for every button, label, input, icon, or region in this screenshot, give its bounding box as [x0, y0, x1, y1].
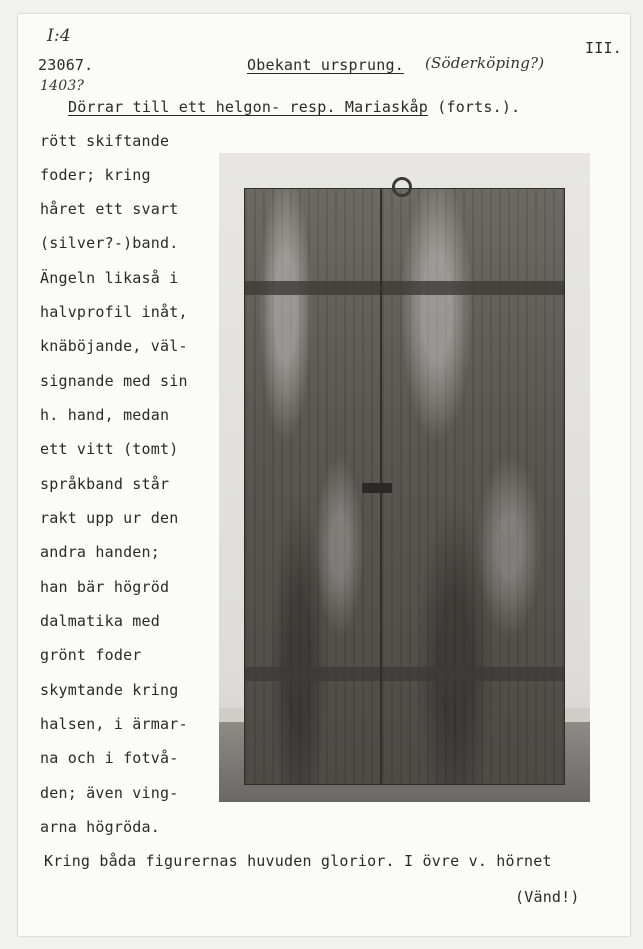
body-line: rakt upp ur den	[40, 509, 179, 527]
catalog-mark: I:4	[47, 26, 71, 46]
card-title-suffix: (forts.).	[437, 98, 521, 116]
left-door-panel	[244, 188, 381, 785]
door-rail	[382, 281, 564, 295]
doors-photograph	[219, 153, 590, 802]
body-line: na och i fotvå-	[40, 749, 179, 767]
door-rail	[245, 281, 380, 295]
body-line: andra handen;	[40, 543, 160, 561]
bottom-line: Kring båda figurernas huvuden glorior. I övre v. hörnet	[44, 852, 552, 870]
body-line: håret ett svart	[40, 200, 179, 218]
body-line: dalmatika med	[40, 612, 160, 630]
body-line: signande med sin	[40, 372, 188, 390]
sub-number: 1403?	[40, 78, 85, 94]
body-line: språkband står	[40, 475, 170, 493]
body-line: han bär högröd	[40, 578, 170, 596]
body-line: foder; kring	[40, 166, 151, 184]
body-line: grönt foder	[40, 646, 142, 664]
inventory-number: 23067.	[38, 56, 94, 74]
origin-text: Obekant ursprung.	[247, 56, 404, 74]
section-number: III.	[585, 39, 622, 57]
hanging-ring	[392, 177, 412, 197]
turn-note: (Vänd!)	[515, 888, 580, 906]
body-line: ett vitt (tomt)	[40, 440, 179, 458]
door-latch	[362, 483, 392, 493]
card-title-main: Dörrar till ett helgon- resp. Mariaskåp	[68, 98, 428, 116]
body-line: halsen, i ärmar-	[40, 715, 188, 733]
body-line: (silver?-)band.	[40, 234, 179, 252]
body-line: knäböjande, väl-	[40, 337, 188, 355]
body-line: arna högröda.	[40, 818, 160, 836]
body-line: halvprofil inåt,	[40, 303, 188, 321]
door-rail	[245, 667, 380, 681]
body-line: h. hand, medan	[40, 406, 170, 424]
body-line: den; även ving-	[40, 784, 179, 802]
body-line: rött skiftande	[40, 132, 170, 150]
door-rail	[382, 667, 564, 681]
right-door-panel	[381, 188, 565, 785]
body-line: skymtande kring	[40, 681, 179, 699]
card-title	[68, 98, 520, 116]
origin-note: (Söderköping?)	[425, 54, 545, 72]
body-line: Ängeln likaså i	[40, 269, 179, 287]
